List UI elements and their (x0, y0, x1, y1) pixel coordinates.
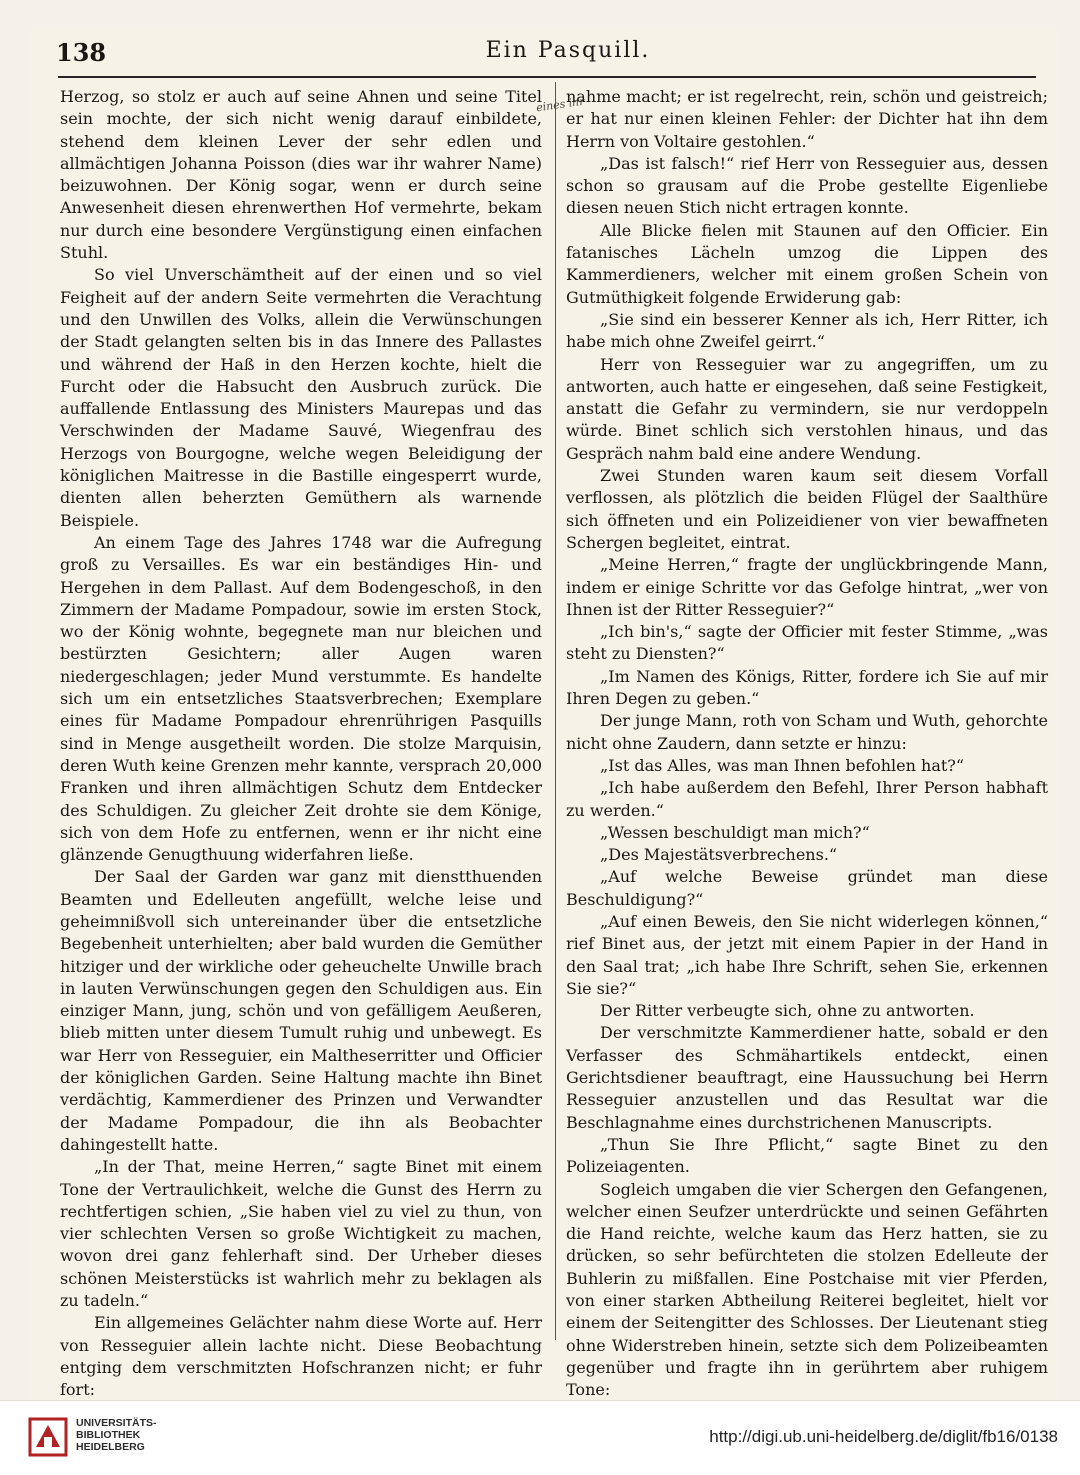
permalink-url[interactable]: http://digi.ub.uni-heidelberg.de/diglit/fb16/0138 (709, 1427, 1058, 1446)
column-divider (555, 82, 556, 1340)
paragraph: An einem Tage des Jahres 1748 war die Aufregung groß zu Versailles. Es war ein beständiges Hin- und Hergehen in dem Pallast. Auf dem Bodengeschoß, in den Zimmern der Madame Pompadour, sowie im ersten Stock, wo der König wohnte, begegnete man nur bleichen und bestürzten Gesichtern; aller Augen waren niedergeschlagen; jeder Mund verstummte. Es handelte sich um ein entsetzliches Staatsverbrechen; Exemplare eines für Madame Pompadour ehrenrührigen Pasquills sind in Menge ausgetheilt worden. Die stolze Marquisin, deren Wuth keine Grenzen mehr kannte, versprach 20,000 Franken und ihren allmächtigen Schutz dem Entdecker des Schuldigen. Zu gleicher Zeit drohte sie dem Könige, sich von dem Hofe zu entfernen, wenn er ihr nicht eine glänzende Genugthuung widerfahren ließe. (60, 532, 542, 865)
header-rule (58, 76, 1036, 78)
viewer-footer (0, 1400, 1080, 1475)
left-column (60, 86, 542, 1424)
paragraph: Der junge Mann, roth von Scham und Wuth, gehorchte nicht ohne Zaudern, dann setzte er hinzu: (566, 711, 1048, 753)
paragraph: nahme macht; er ist regelrecht, rein, schön und geistreich; er hat nur einen kleinen Fehler: der Dichter hat ihn dem Herrn von Voltaire gestohlen.“ (566, 87, 1048, 151)
paragraph: Zwei Stunden waren kaum seit diesem Vorfall verflossen, als plötzlich die beiden Flügel der Saalthüre sich öffneten und ein Polizeidiener von vier bewaffneten Schergen begleitet, eintrat. (566, 466, 1048, 552)
paragraph: „Des Majestätsverbrechens.“ (600, 845, 838, 865)
paragraph: „In der That, meine Herren,“ sagte Binet mit einem Tone der Vertraulichkeit, welche die Gunst des Herrn zu rechtfertigen schien, „Sie haben viel zu viel zu thun, von vier schlechten Versen so große Wichtigkeit zu machen, wovon drei ganz fehlerhaft sind. Der Urheber dieses schönen Meisterstücks ist wahrlich mehr zu beklagen als zu tadeln.“ (60, 1157, 542, 1311)
paragraph: Der Saal der Garden war ganz mit dienstthuenden Beamten und Edelleuten angefüllt, welche leise und geheimnißvoll sich untereinander über die entsetzliche Begebenheit unterhielten; aber bald wurden die Gemüther hitziger und der wirkliche oder geheuchelte Unwille brach in lauten Verwünschungen gegen den Schuldigen aus. Ein einziger Mann, jung, schön und von gefälligem Aeußeren, blieb mitten unter diesem Tumult ruhig und unbewegt. Es war Herr von Resseguier, ein Maltheserritter und Officier der königlichen Garden. Seine Haltung machte ihn Binet verdächtig, Kammerdiener des Prinzen und Verwandter der Madame Pompadour, die ihn als Beobachter dahingestellt hatte. (60, 867, 542, 1154)
paragraph: „Auf welche Beweise gründet man diese Beschuldigung?“ (566, 867, 1048, 909)
paragraph: „Das ist falsch!“ rief Herr von Resseguier aus, dessen schon so grausam auf die Probe gestellte Eigenliebe diesen neuen Stich nicht ertragen konnte. (566, 153, 1048, 218)
paragraph: Alle Blicke fielen mit Staunen auf den Officier. Ein fatanisches Lächeln umzog die Lippen des Kammerdieners, welcher mit einem großen Schein von Gutmüthigkeit folgende Erwiderung gab: (566, 220, 1048, 307)
paragraph: Herr von Resseguier war zu angegriffen, um zu antworten, auch hatte er eingesehen, daß seine Festigkeit, anstatt die Gefahr zu vermindern, sie nur verdoppeln würde. Binet schlich sich verstohlen hinaus, und das Gespräch nahm bald eine andere Wendung. (566, 354, 1048, 463)
handwritten-marginal-note: eines ihr (535, 94, 586, 115)
paragraph: „Ist das Alles, was man Ihnen befohlen hat?“ (600, 755, 965, 775)
right-column (566, 86, 1048, 1402)
paragraph: „Sie sind ein besserer Kenner als ich, Herr Ritter, ich habe mich ohne Zweifel geirrt.“ (566, 309, 1048, 352)
paragraph: „Ich bin's,“ sagte der Officier mit fester Stimme, „was steht zu Diensten?“ (566, 622, 1048, 664)
paragraph: „Auf einen Beweis, den Sie nicht widerlegen können,“ rief Binet aus, der jetzt mit einem Papier in der Hand in den Saal trat; „ich habe Ihre Schrift, sehen Sie, erkennen Sie sie?“ (566, 911, 1048, 998)
page-header (28, 38, 1028, 78)
paragraph: „Im Namen des Königs, Ritter, fordere ich Sie auf mir Ihren Degen zu geben.“ (566, 666, 1048, 709)
library-logo-text (76, 1417, 157, 1453)
paragraph: Herzog, so stolz er auch auf seine Ahnen und seine Titel sein mochte, der sich nicht wenig darauf einbildete, stehend dem kleinen Lever der sehr edlen und allmächtigen Johanna Poisson (dies war ihr wahrer Name) beizuwohnen. Der König sogar, wenn er durch seine Anwesenheit diesen ehrenwerthen Hof vermehrte, bekam nur durch eine besondere Vergünstigung einen einfachen Stuhl. (60, 87, 542, 263)
logo-line: UNIVERSITÄTS- (76, 1417, 157, 1429)
paragraph: Der Ritter verbeugte sich, ohne zu antworten. (600, 1001, 975, 1021)
paragraph: Der verschmitzte Kammerdiener hatte, sobald er den Verfasser des Schmähartikels entdeckt, einen Gerichtsdiener beauftragt, eine Haussuchung bei Herrn Resseguier anzustellen und das Resultat war die Beschlagnahme eines durchstrichenen Manuscripts. (566, 1023, 1048, 1132)
logo-line: BIBLIOTHEK (76, 1429, 141, 1441)
running-title: Ein Pasquill. (485, 38, 651, 63)
university-library-logo-icon (28, 1417, 68, 1457)
paragraph: „Thun Sie Ihre Pflicht,“ sagte Binet zu den Polizeiagenten. (566, 1134, 1048, 1177)
page-number: 138 (56, 38, 107, 67)
paragraph: „Ich habe außerdem den Befehl, Ihrer Person habhaft zu werden.“ (566, 778, 1048, 820)
paragraph: So viel Unverschämtheit auf der einen und so viel Feigheit auf der andern Seite vermehrten die Verachtung und den Unwillen des Volks, allein die Verwünschungen der Stadt gelangten selten bis in das Innere des Pallastes und während der Haß in den Herzen kochte, hielt die Furcht oder die Habsucht den Ausbruch zurück. Die auffallende Entlassung des Ministers Maurepas und das Verschwinden der Madame Sauvé, Wiegenfrau des Herzogs von Bourgogne, welche wegen Beleidigung der königlichen Maitresse in die Bastille eingesperrt wurde, dienten allen beherzten Gemüthern als warnende Beispiele. (60, 265, 542, 530)
paragraph: Sogleich umgaben die vier Schergen den Gefangenen, welcher einen Seufzer unterdrückte und seinen Gefährten die Hand reichte, welche kaum das Herz hatten, sie zu drücken, so sehr befürchteten die stolzen Edelleute der Buhlerin zu mißfallen. Eine Postchaise mit vier Pferden, von einer starken Abtheilung Reiterei begleitet, hielt vor einem der Seitengitter des Schlosses. Der Lieutenant stieg ohne Widerstreben hinein, setzte sich dem Polizeibeamten gegenüber und fragte ihn in gerührtem aber ruhigem Tone: (566, 1179, 1048, 1400)
logo-line: HEIDELBERG (76, 1441, 145, 1453)
paragraph: „Meine Herren,“ fragte der unglückbringende Mann, indem er einige Schritte vor das Gefolge hintrat, „wer von Ihnen ist der Ritter Resseguier?“ (566, 555, 1048, 619)
paragraph: „Wessen beschuldigt man mich?“ (600, 822, 870, 842)
paragraph: Ein allgemeines Gelächter nahm diese Worte auf. Herr von Resseguier allein lachte nicht. Diese Beobachtung entging dem verschmitzten Hofschranzen nicht; er fuhr fort: (60, 1313, 542, 1400)
